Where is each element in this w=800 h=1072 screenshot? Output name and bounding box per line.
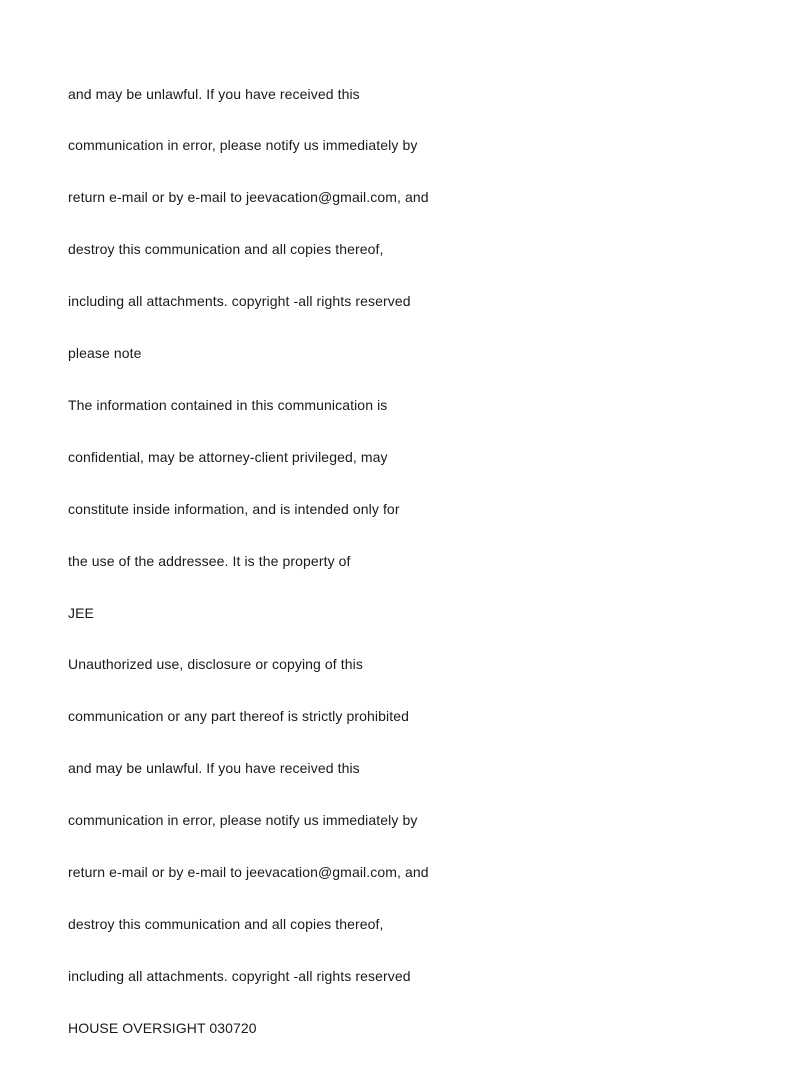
text-line: Unauthorized use, disclosure or copying of this	[68, 656, 363, 673]
text-line: including all attachments. copyright -all rights reserved	[68, 967, 411, 984]
text-line: and may be unlawful. If you have received this	[68, 85, 360, 102]
text-line: the use of the addressee. It is the property of	[68, 552, 351, 569]
text-line: including all attachments. copyright -all rights reserved	[68, 293, 411, 310]
text-line: communication in error, please notify us immediately by	[68, 137, 418, 154]
disclaimer-text-block	[68, 51, 488, 1072]
text-line: communication in error, please notify us immediately by	[68, 812, 418, 829]
text-line: please note	[68, 345, 142, 362]
text-line: communication or any part thereof is strictly prohibited	[68, 708, 409, 725]
text-line: confidential, may be attorney-client privileged, may	[68, 448, 388, 465]
text-line: return e-mail or by e-mail to jeevacation@gmail.com, and	[68, 189, 429, 206]
text-line: constitute inside information, and is intended only for	[68, 500, 400, 517]
text-line: JEE	[68, 604, 94, 621]
text-line: destroy this communication and all copies thereof,	[68, 241, 384, 258]
text-line: and may be unlawful. If you have received this	[68, 760, 360, 777]
text-line: return e-mail or by e-mail to jeevacation@gmail.com, and	[68, 863, 429, 880]
bates-stamp-line: HOUSE OVERSIGHT 030720	[68, 1019, 257, 1036]
text-line: destroy this communication and all copies thereof,	[68, 915, 384, 932]
text-line: The information contained in this communication is	[68, 396, 388, 413]
